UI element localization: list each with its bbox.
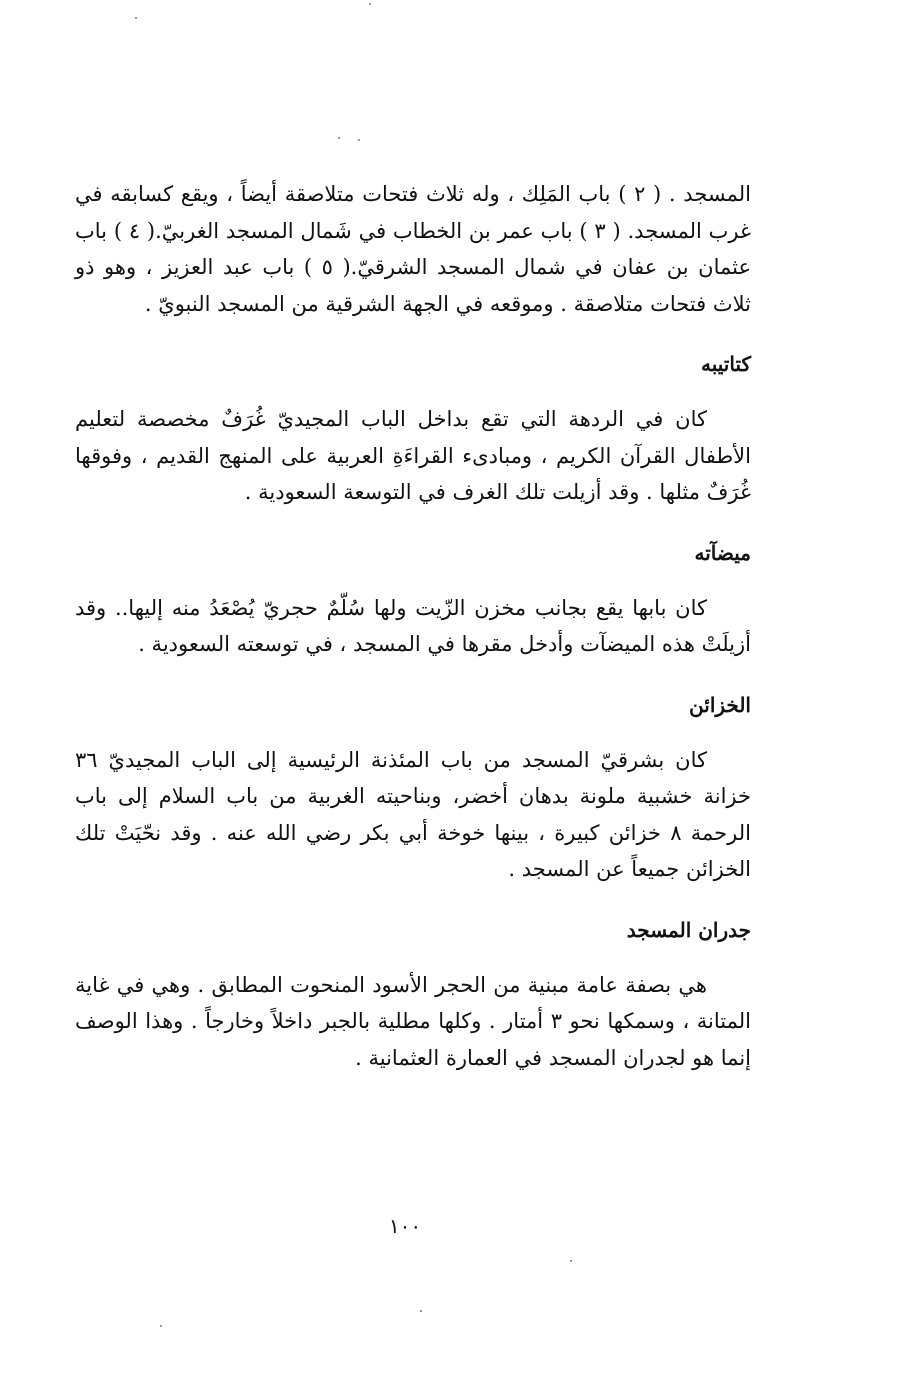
section-heading: جدران المسجد: [626, 917, 751, 942]
section-mayadi: [75, 538, 751, 663]
section-heading: الخزائن: [689, 692, 751, 717]
scan-speck: [135, 17, 137, 19]
book-page: [75, 176, 751, 1076]
intro-paragraph: المسجد . ( ٢ ) باب المَلِك ، وله ثلاث فتحات متلاصقة أيضاً ، ويقع كسابقه في غرب المسجد. ( ٣ ) باب عمر بن الخطاب في شَمال المسجد الغربيّ.( ٤ ) باب عثمان بن عفان في شمال المسجد الشرقيّ.( ٥ ) باب عبد العزيز ، وهو ذو ثلاث فتحات متلاصقة . وموقعه في الجهة الشرقية من المسجد النبويّ .: [75, 182, 752, 316]
section-paragraph: كان في الردهة التي تقع بداخل الباب المجيديّ غُرَفٌ مخصصة لتعليم الأطفال القرآن الكريم ، ومبادىء القراءَةِ العربية على المنهج القديم ، وفوقها غُرَفٌ مثلها . وقد أزيلت تلك الغرف في التوسعة السعودية .: [75, 407, 751, 504]
scan-speck: [160, 1325, 162, 1327]
section-katatib: [75, 349, 751, 511]
page-number: ١٠٠: [388, 1214, 422, 1238]
scan-speck: [338, 137, 340, 139]
section-heading: ميضآته: [694, 540, 751, 565]
scan-speck: [570, 1260, 572, 1262]
section-heading: كتاتيبه: [700, 352, 751, 376]
scan-speck: [420, 1310, 422, 1312]
scan-speck: [358, 139, 360, 141]
section-paragraph: كان بابها يقع بجانب مخزن الزّيت ولها سُلّمٌ حجريّ يُصْعَدُ منه إليها.. وقد أزيلَتْ هذه الميضآت وأدخل مقرها في المسجد ، في توسعته السعودية .: [75, 595, 751, 656]
section-khazain: [75, 690, 751, 888]
section-walls: [75, 915, 751, 1077]
section-paragraph: كان بشرقيّ المسجد من باب المئذنة الرئيسية إلى الباب المجيديّ ٣٦ خزانة خشبية ملونة بدهان أخضر، وبناحيته الغربية من باب السلام إلى باب الرحمة ٨ خزائن كبيرة ، بينها خوخة أبي بكر رضي الله عنه . وقد نحّيَتْ تلك الخزائن جميعاً عن المسجد .: [75, 747, 751, 881]
section-paragraph: هي بصفة عامة مبنية من الحجر الأسود المنحوت المطابق . وهي في غاية المتانة ، وسمكها نحو ٣ أمتار . وكلها مطلية بالجبر داخلاً وخارجاً . وهذا الوصف إنما هو لجدران المسجد في العمارة العثمانية .: [75, 972, 751, 1070]
scan-speck: [369, 3, 371, 5]
